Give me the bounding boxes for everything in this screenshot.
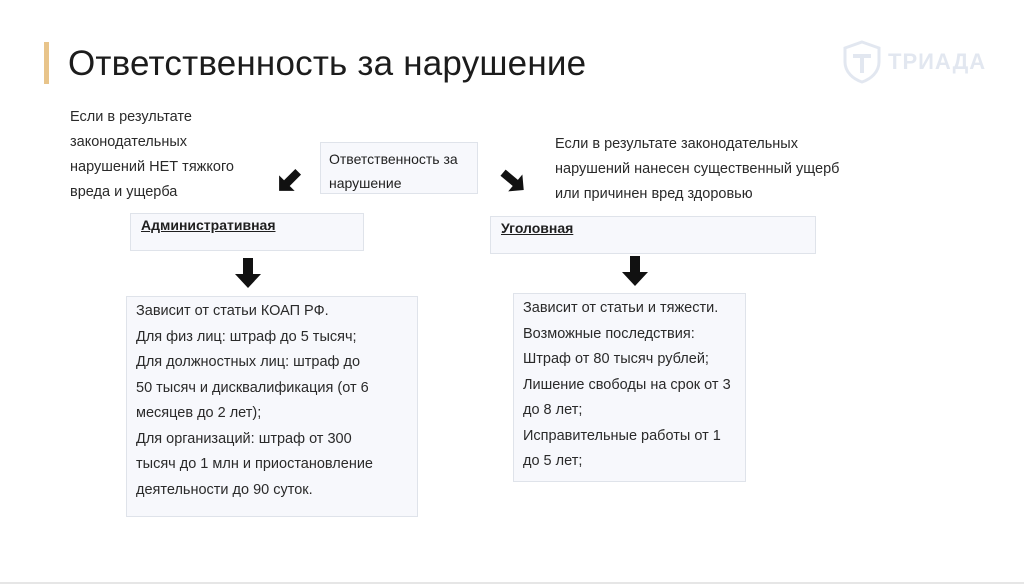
title-accent-bar	[44, 42, 49, 84]
root-line: нарушение	[329, 175, 402, 191]
criminal-label: Уголовная	[501, 220, 574, 236]
detail-line: Для физ лиц: штраф до 5 тысяч;	[136, 328, 357, 345]
right-condition	[555, 132, 875, 207]
detail-line: до 5 лет;	[523, 453, 583, 469]
detail-line: до 8 лет;	[523, 402, 583, 418]
arrow-down-icon	[620, 254, 650, 288]
detail-line: Зависит от статьи КОАП РФ.	[136, 303, 329, 319]
condition-line: вреда и ущерба	[70, 184, 178, 200]
detail-line: Лишение свободы на срок от 3	[523, 376, 731, 393]
administrative-node	[130, 213, 364, 251]
criminal-details	[513, 293, 746, 482]
administrative-label: Административная	[141, 217, 276, 233]
detail-line: тысяч до 1 млн и приостановление	[136, 456, 373, 472]
criminal-node	[490, 216, 816, 254]
arrow-down-icon	[233, 256, 263, 290]
administrative-details	[126, 296, 418, 517]
root-line: Ответственность за	[329, 151, 458, 167]
brand-logo	[842, 40, 986, 84]
condition-line: Если в результате законодательных	[555, 136, 798, 152]
detail-line: Возможные последствия:	[523, 325, 695, 342]
detail-line: 50 тысяч и дисквалификация (от 6	[136, 379, 369, 396]
root-node	[320, 142, 478, 194]
logo-text: ТРИАДА	[888, 49, 987, 74]
condition-line: законодательных	[70, 134, 187, 150]
bottom-divider	[0, 582, 1024, 584]
arrow-down-left-icon	[272, 166, 306, 196]
shield-icon	[842, 40, 882, 84]
condition-line: нарушений нанесен существенный ущерб	[555, 161, 840, 177]
condition-line: Если в результате	[70, 109, 192, 125]
slide-title: Ответственность за нарушение	[68, 44, 587, 83]
condition-line: или причинен вред здоровью	[555, 186, 753, 202]
detail-line: месяцев до 2 лет);	[136, 405, 262, 421]
detail-line: деятельности до 90 суток.	[136, 481, 313, 498]
condition-line: нарушений НЕТ тяжкого	[70, 159, 234, 175]
detail-line: Зависит от статьи и тяжести.	[523, 300, 719, 316]
detail-line: Исправительные работы от 1	[523, 427, 721, 444]
detail-line: Для организаций: штраф от 300	[136, 430, 352, 447]
detail-line: Для должностных лиц: штраф до	[136, 354, 361, 370]
detail-line: Штраф от 80 тысяч рублей;	[523, 351, 709, 367]
left-condition	[70, 105, 270, 205]
arrow-down-right-icon	[496, 166, 530, 196]
